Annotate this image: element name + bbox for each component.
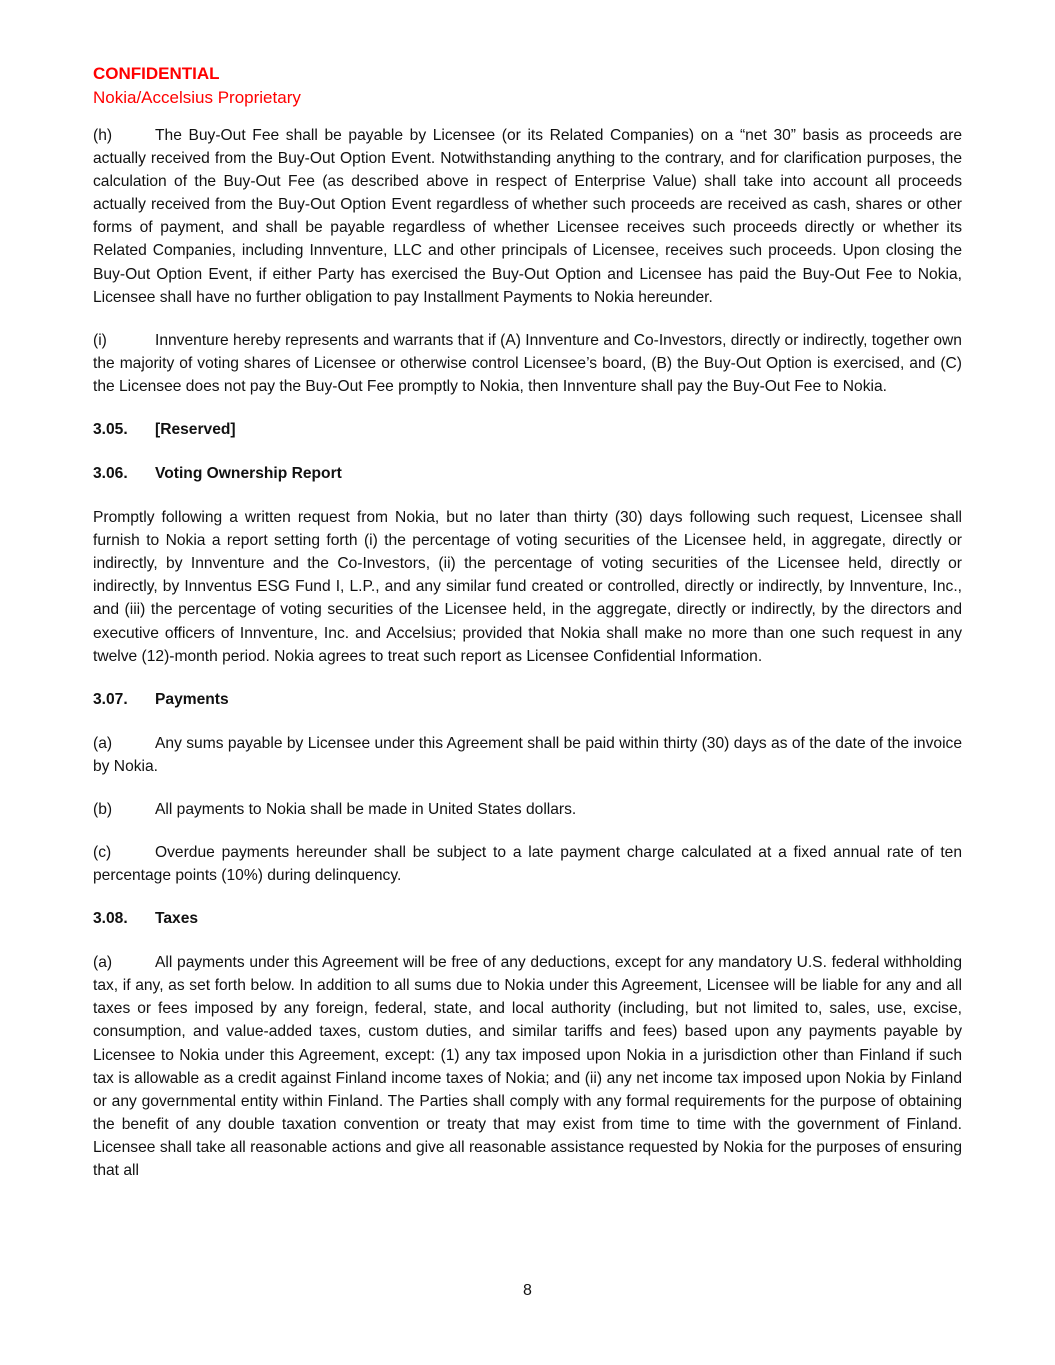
paragraph-text: Innventure hereby represents and warrants that if (A) Innventure and Co-Investors, directly or indirectly, together own the majority of voting shares of Licensee or otherwise control Licensee’s board, (B) the Buy-Out Option is exercised, and (C) the Licensee does not pay the Buy-Out Fee promptly to Nokia, then Innventure shall pay the Buy-Out Fee to Nokia. (93, 331, 962, 395)
item-label: (c) (93, 843, 112, 861)
item-text: All payments to Nokia shall be made in United States dollars. (155, 800, 577, 818)
section-number: 3.07. (93, 690, 128, 708)
taxes-item-a (93, 951, 962, 1182)
paragraph-text: The Buy-Out Fee shall be payable by Licensee (or its Related Companies) on a “net 30” basis as proceeds are actually received from the Buy-Out Option Event. Notwithstanding anything to the contrary, and for clarification purposes, the calculation of the Buy-Out Fee (as described above in respect of Enterprise Value) shall take into account all proceeds actually received from the Buy-Out Option Event regardless of whether such proceeds are received as cash, shares or other forms of payment, and shall be payable regardless of whether Licensee receives such proceeds directly or whether its Related Companies, including Innventure, LLC and other principals of Licensee, receives such proceeds. Upon closing the Buy-Out Option Event, if either Party has exercised the Buy-Out Option and Licensee has paid the Buy-Out Fee to Nokia, Licensee shall have no further obligation to pay Installment Payments to Nokia hereunder. (93, 127, 962, 306)
paragraph-i (93, 329, 962, 398)
section-title: Payments (155, 690, 229, 708)
item-label: (b) (93, 800, 113, 818)
page-number: 8 (523, 1282, 532, 1299)
payments-item-b (93, 798, 962, 821)
item-text: All payments under this Agreement will be free of any deductions, except for any mandatory U.S. federal withholding tax, if any, as set forth below. In addition to all sums due to Nokia under this Agreement, Licensee will be liable for any and all taxes or fees imposed by any foreign, federal, state, and local authority (including, but not limited to, sales, use, excise, consumption, and value-added taxes, custom duties, and similar tariffs and fees) based upon any payments payable by Licensee to Nokia under this Agreement, except: (1) any tax imposed upon Nokia in a jurisdiction other than Finland if such tax is allowable as a credit against Finland income taxes of Nokia; and (ii) any net income tax imposed upon Nokia by Finland or any governmental entity within Finland. The Parties shall comply with any formal requirements for the purpose of obtaining the benefit of any double taxation convention or treaty that may exist from time to time with the government of Finland. Licensee shall take all reasonable actions and give all reasonable assistance requested by Nokia for the purposes of ensuring that all (93, 954, 962, 1179)
section-number: 3.05. (93, 421, 128, 439)
paragraph-label: (i) (93, 331, 107, 349)
item-label: (a) (93, 734, 113, 752)
payments-item-a (93, 732, 962, 778)
section-heading-3-05 (93, 418, 962, 441)
section-heading-3-06 (93, 462, 962, 485)
document-page (93, 62, 962, 1202)
proprietary-header: Nokia/Accelsius Proprietary (93, 88, 301, 107)
voting-ownership-body: Promptly following a written request from Nokia, but no later than thirty (30) days following such request, Licensee shall furnish to Nokia a report setting forth (i) the percentage of voting securities of the Licensee held, in aggregate, directly or indirectly, by Innventure and the Co-Investors, (ii) the percentage of voting securities of the Licensee held, directly or indirectly, by Innventus ESG Fund I, L.P., and any similar fund created or controlled, directly or indirectly, by Innventure, Inc., and (iii) the percentage of voting securities of the Licensee held, in the aggregate, directly or indirectly, by the directors and executive officers of Innventure, Inc. and Accelsius; provided that Nokia shall make no more than one such request in any twelve (12)-month period. Nokia agrees to treat such report as Licensee Confidential Information. (93, 509, 962, 665)
payments-item-c (93, 841, 962, 887)
section-title: Taxes (155, 910, 199, 928)
section-title: [Reserved] (155, 421, 236, 439)
section-number: 3.08. (93, 910, 128, 928)
section-heading-3-07 (93, 688, 962, 711)
section-number: 3.06. (93, 465, 128, 483)
section-title: Voting Ownership Report (155, 465, 342, 483)
confidential-header: CONFIDENTIAL (93, 64, 220, 83)
paragraph-label: (h) (93, 127, 113, 144)
item-text: Overdue payments hereunder shall be subject to a late payment charge calculated at a fixed annual rate of ten percentage points (10%) during delinquency. (93, 843, 962, 885)
item-label: (a) (93, 954, 113, 972)
section-heading-3-08 (93, 907, 962, 930)
paragraph-h (93, 124, 962, 309)
item-text: Any sums payable by Licensee under this Agreement shall be paid within thirty (30) days as of the date of the invoice by Nokia. (93, 734, 962, 775)
